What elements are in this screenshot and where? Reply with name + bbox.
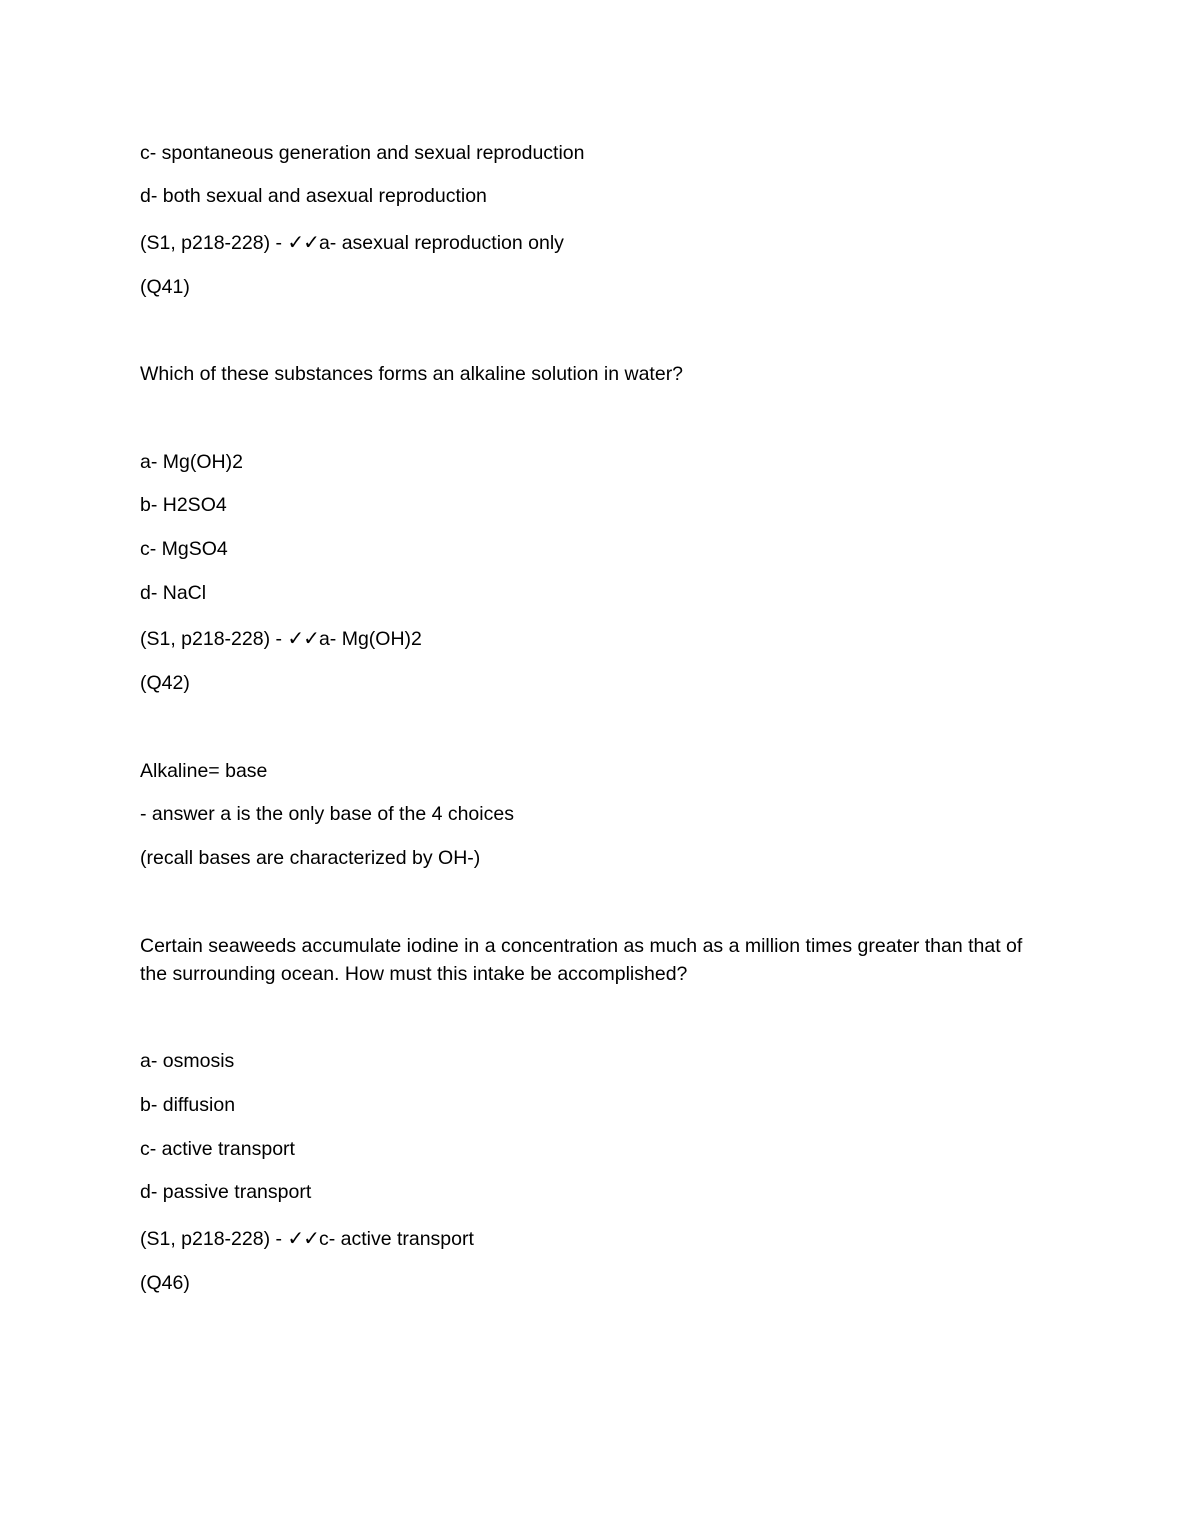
- double-check-icon: ✓✓: [287, 626, 319, 650]
- explanation-line-3: (recall bases are characterized by OH-): [140, 847, 481, 869]
- answer-reference: (S1, p218-228) -: [140, 232, 288, 254]
- question-text-q46: Certain seaweeds accumulate iodine in a concentration as much as a million times greater than that of the surrounding ocean. How must this intake be accomplished?: [140, 935, 1023, 985]
- option-c-q42: c- MgSO4: [140, 538, 228, 560]
- option-d-q42: d- NaCl: [140, 582, 207, 604]
- explanation-line-1: Alkaline= base: [140, 760, 268, 782]
- option-d-q46: d- passive transport: [140, 1181, 312, 1203]
- answer-reference: (S1, p218-228) -: [140, 628, 288, 650]
- answer-text: a- Mg(OH)2: [318, 628, 422, 650]
- question-id-q46: (Q46): [140, 1272, 190, 1294]
- answer-line-q46: [140, 1224, 1050, 1253]
- option-a-q46: a- osmosis: [140, 1050, 235, 1072]
- question-id-q42: (Q42): [140, 672, 190, 694]
- option-a-q42: a- Mg(OH)2: [140, 451, 243, 473]
- question-id-q41: (Q41): [140, 276, 190, 298]
- answer-text: a- asexual reproduction only: [318, 232, 564, 254]
- answer-text: c- active transport: [318, 1228, 474, 1250]
- option-b-q46: b- diffusion: [140, 1094, 236, 1116]
- option-d-prev: d- both sexual and asexual reproduction: [140, 185, 487, 207]
- explanation-line-2: - answer a is the only base of the 4 choices: [140, 803, 514, 825]
- option-b-q42: b- H2SO4: [140, 494, 227, 516]
- option-c-q46: c- active transport: [140, 1138, 295, 1160]
- answer-line-q41: [140, 228, 1050, 257]
- option-c-prev: c- spontaneous generation and sexual reproduction: [140, 142, 585, 164]
- answer-line-q42: [140, 624, 1050, 653]
- answer-reference: (S1, p218-228) -: [140, 1228, 288, 1250]
- double-check-icon: ✓✓: [287, 1226, 319, 1250]
- question-text-q42: Which of these substances forms an alkaline solution in water?: [140, 363, 684, 385]
- double-check-icon: ✓✓: [287, 230, 319, 254]
